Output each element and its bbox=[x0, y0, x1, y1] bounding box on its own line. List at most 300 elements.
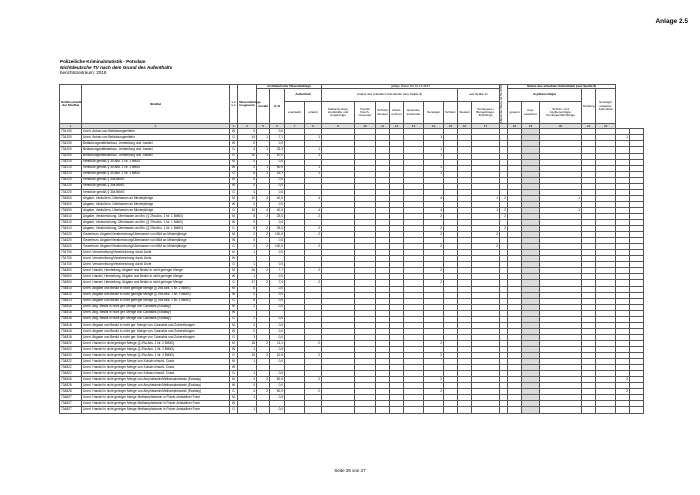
column-number: 19 bbox=[522, 124, 540, 129]
row-value: 2 bbox=[424, 232, 444, 238]
row-key: 734100 bbox=[60, 135, 82, 141]
row-value: 26 bbox=[238, 268, 257, 274]
row-sex: M bbox=[230, 340, 238, 346]
row-sex: G bbox=[230, 244, 238, 250]
col-header-from2018 bbox=[500, 85, 508, 124]
row-value: 1 bbox=[238, 359, 257, 365]
row-offense: Unerl. Handel, Herstellung, Abgabe und Besitz in nicht geringer Menge bbox=[82, 274, 230, 280]
row-offense: Verstöße gemäß § 30 Abs. 1 Nr. 1 BtMG bbox=[82, 159, 230, 165]
row-offense: Unerl. Anbau von Betäubungsmitteln bbox=[82, 129, 230, 135]
column-number: 4 bbox=[238, 124, 257, 129]
row-value: 1 bbox=[238, 347, 257, 353]
row-value bbox=[390, 407, 404, 413]
row-sex: G bbox=[230, 147, 238, 153]
row-value: 2 bbox=[472, 244, 500, 250]
row-value: 2 bbox=[616, 377, 630, 383]
row-value bbox=[424, 407, 444, 413]
row-offense: Unerl. Abgabe und Besitz in nicht geringer Menge (§ 29a Abs. 1 Nr. 2 BtMG) bbox=[82, 286, 230, 292]
row-offense: Unerl. Abgabe und Besitz in nicht ger. Menge von Cannabis und Zubereitungen bbox=[82, 334, 230, 340]
col-header-trader: Gewerbe-treibender bbox=[404, 101, 424, 123]
table-body bbox=[60, 129, 644, 413]
row-value: 0,0 bbox=[270, 129, 285, 135]
row-key: 734818 bbox=[60, 322, 82, 328]
row-offense: Unerl. Handel in nicht geringer Menge (§ 29a Abs. 1 Nr. 2 BtMG) bbox=[82, 353, 230, 359]
row-value: 2 bbox=[305, 340, 322, 346]
row-sex: W bbox=[230, 141, 238, 147]
row-sex: G bbox=[230, 207, 238, 213]
row-offense: Unerl. Handel in nicht geringer Menge von Amphetamin/Methamphetamin (Ecstasy) bbox=[82, 377, 230, 383]
row-value: 1 bbox=[238, 274, 257, 280]
col-header-residence: Aufenthalt bbox=[285, 89, 322, 102]
row-sex: W bbox=[230, 274, 238, 280]
row-key: 734500 bbox=[60, 207, 82, 213]
row-value: 25,0 bbox=[270, 226, 285, 232]
row-key: 734220 bbox=[60, 177, 82, 183]
row-sex: W bbox=[230, 347, 238, 353]
from2018-text: Ablauf der Werte ab 01.2018 bbox=[499, 85, 504, 124]
row-value: 4 bbox=[257, 195, 270, 201]
row-value: 2 bbox=[500, 213, 508, 219]
row-key: 734822 bbox=[60, 365, 82, 371]
row-sex: W bbox=[230, 401, 238, 407]
row-value: 2 bbox=[257, 213, 270, 219]
row-value: 4 bbox=[238, 177, 257, 183]
row-value: 2 bbox=[305, 377, 322, 383]
row-value: 6 bbox=[238, 286, 257, 292]
row-key: 734810 bbox=[60, 286, 82, 292]
row-value: 1 bbox=[257, 135, 270, 141]
row-value: 1 bbox=[305, 153, 322, 159]
row-value bbox=[582, 407, 596, 413]
row-value: 2 bbox=[238, 322, 257, 328]
row-sex: W bbox=[230, 129, 238, 135]
row-value: 0,0 bbox=[270, 238, 285, 244]
row-offense: Abgabe, Verabreichung, Überlassen an Min. (§ 29a Abs. 1 Nr. 1 BtMG) bbox=[82, 226, 230, 232]
row-offense: Unerl. Anbau von Betäubungsmitteln bbox=[82, 135, 230, 141]
col-header-percent: in % bbox=[270, 89, 285, 124]
row-value: 4 bbox=[424, 207, 444, 213]
row-value bbox=[322, 407, 355, 413]
row-value: 0,0 bbox=[270, 189, 285, 195]
row-sex: G bbox=[230, 334, 238, 340]
row-value: 6 bbox=[238, 298, 257, 304]
row-key: 734826 bbox=[60, 377, 82, 383]
column-number: 1 bbox=[60, 124, 82, 129]
row-value: 4 bbox=[257, 207, 270, 213]
table-header bbox=[60, 85, 644, 124]
row-value: 2 bbox=[257, 353, 270, 359]
row-value: 40,0 bbox=[270, 207, 285, 213]
row-key: 734200 bbox=[60, 147, 82, 153]
col-header-reason: Anlass des erlaubten Aufenthalts (aus Spalte 8) bbox=[322, 89, 458, 102]
row-key: 734510 bbox=[60, 220, 82, 226]
col-header-asylum-seeker: Asyl-bewerber bbox=[522, 101, 540, 123]
row-value bbox=[508, 407, 522, 413]
col-header-svvv: s v v v bbox=[230, 85, 238, 124]
row-value: 7,7 bbox=[270, 268, 285, 274]
row-value: 1 bbox=[238, 395, 257, 401]
row-offense: Unerl. Abgabe und Besitz in nicht ger. Menge von Cannabis und Zubereitungen bbox=[82, 328, 230, 334]
row-key: 734520 bbox=[60, 238, 82, 244]
row-value: 1 bbox=[424, 171, 444, 177]
col-header-total: Tatverdächtige insgesamt bbox=[238, 85, 257, 124]
row-value: 2 bbox=[238, 304, 257, 310]
col-header-legal: erlaubt bbox=[305, 101, 322, 123]
row-value: 2 bbox=[257, 389, 270, 395]
col-header-tourist: Tourist/ Durch-reisender bbox=[355, 101, 376, 123]
col-header-from-col11: aus Spalte 11 bbox=[458, 89, 500, 102]
row-offense: Unerl. Abgabe und Besitz in nicht geringer Menge (§ 29a Abs. 1 Nr. 2 BtMG) bbox=[82, 292, 230, 298]
row-value: 0,0 bbox=[270, 371, 285, 377]
row-sex: W bbox=[230, 165, 238, 171]
row-value: 2 bbox=[305, 280, 322, 286]
col-header-pupil: Schüler bbox=[444, 101, 458, 123]
row-value: 4 bbox=[305, 207, 322, 213]
row-value: 1 bbox=[238, 371, 257, 377]
row-value: 3 bbox=[238, 147, 257, 153]
col-header-count: Anzahl bbox=[257, 89, 270, 124]
row-value: 2 bbox=[257, 268, 270, 274]
row-value bbox=[355, 407, 376, 413]
row-value: 2 bbox=[257, 226, 270, 232]
row-sex: G bbox=[230, 389, 238, 395]
row-value: 2 bbox=[257, 280, 270, 286]
row-value: 25,0 bbox=[270, 213, 285, 219]
report-period: berichtszeitraum: 2019 bbox=[60, 70, 107, 76]
row-offense: Unerl. Handel, Herstellung, Abgabe und Besitz in nicht geringer Menge bbox=[82, 268, 230, 274]
col-header-offense: Straftat bbox=[82, 85, 230, 124]
row-value: 0,0 bbox=[270, 274, 285, 280]
row-value bbox=[500, 407, 508, 413]
row-value: 7,1 bbox=[270, 135, 285, 141]
row-value: 4 bbox=[238, 159, 257, 165]
row-key: 734200 bbox=[60, 141, 82, 147]
col-header-asylum-total: gesamt bbox=[508, 101, 522, 123]
column-number: 2 bbox=[82, 124, 230, 129]
row-value: 1 bbox=[472, 195, 500, 201]
row-value: 4 bbox=[424, 195, 444, 201]
row-value: 0,0 bbox=[270, 395, 285, 401]
row-value bbox=[305, 407, 322, 413]
row-value: 2 bbox=[257, 232, 270, 238]
row-value: 0,0 bbox=[270, 262, 285, 268]
row-value: 2 bbox=[424, 226, 444, 232]
row-sex: M bbox=[230, 232, 238, 238]
column-number: 3 bbox=[230, 124, 238, 129]
row-value: 1 bbox=[540, 195, 582, 201]
row-offense: Gewerbsm. Abgabe/Verabreichung/Überlassen von BtM an Minderjährige bbox=[82, 232, 230, 238]
row-value: 10 bbox=[238, 153, 257, 159]
statistics-table bbox=[59, 84, 644, 414]
row-sex: W bbox=[230, 328, 238, 334]
row-value: 0 bbox=[238, 238, 257, 244]
row-value: 33,3 bbox=[270, 147, 285, 153]
row-value: 10 bbox=[238, 195, 257, 201]
row-value: 2 bbox=[424, 244, 444, 250]
row-value: 1 bbox=[540, 207, 582, 213]
row-value: 1 bbox=[305, 135, 322, 141]
row-value: 0,0 bbox=[270, 183, 285, 189]
row-offense: Unerl. Abgabe und Besitz in nicht geringer Menge (§ 29a Abs. 1 Nr. 2 BtMG) bbox=[82, 298, 230, 304]
row-sex: M bbox=[230, 286, 238, 292]
row-value: 1 bbox=[305, 171, 322, 177]
row-sex: G bbox=[230, 262, 238, 268]
row-key: 734827 bbox=[60, 407, 82, 413]
column-number: 14 bbox=[424, 124, 444, 129]
row-value: 2 bbox=[305, 353, 322, 359]
column-number: 9 bbox=[322, 124, 355, 129]
report-title: Polizeiliche Kriminalstatistik - Potsdam bbox=[60, 59, 146, 64]
row-value: 7,4 bbox=[270, 280, 285, 286]
row-value bbox=[596, 407, 616, 413]
row-value: 0,0 bbox=[270, 159, 285, 165]
row-value: 2 bbox=[472, 232, 500, 238]
row-key: 734500 bbox=[60, 195, 82, 201]
row-value: 10 bbox=[238, 207, 257, 213]
row-value: 3 bbox=[238, 334, 257, 340]
row-sex: M bbox=[230, 359, 238, 365]
row-value: 4 bbox=[305, 195, 322, 201]
row-value bbox=[257, 407, 270, 413]
column-number: 11 bbox=[376, 124, 390, 129]
row-offense: Verstöße gemäß § 30 Abs. 1 Nr. 1 BtMG bbox=[82, 165, 230, 171]
report-subtitle: Nichtdeutsche TV nach dem Grund des Aufenthalts bbox=[60, 64, 173, 70]
row-offense: Unerl. Handel in nicht geringer Menge Methamphetamin in Pulver-/kristalliner Form bbox=[82, 395, 230, 401]
row-offense: Verstöße gemäß § 30a BtMG bbox=[82, 177, 230, 183]
column-number: 16 bbox=[458, 124, 472, 129]
row-sex: G bbox=[230, 371, 238, 377]
row-value bbox=[630, 407, 644, 413]
row-key: 734822 bbox=[60, 371, 82, 377]
row-value: 2 bbox=[305, 268, 322, 274]
col-header-student: Student bbox=[458, 101, 472, 123]
row-value: 0,0 bbox=[270, 359, 285, 365]
row-value bbox=[444, 407, 458, 413]
row-value: 1 bbox=[257, 153, 270, 159]
row-value: 1 bbox=[257, 165, 270, 171]
row-offense: Abgabe, Veräußern, Überlassen an Minderjährige bbox=[82, 195, 230, 201]
row-offense: Unerl. Handel in nicht geringer Menge (§ 29a Abs. 1 Nr. 2 BtMG) bbox=[82, 347, 230, 353]
row-key: 734826 bbox=[60, 383, 82, 389]
row-value: 1 bbox=[424, 153, 444, 159]
row-value: 10,5 bbox=[270, 353, 285, 359]
appendix-label: Anlage 2.5 bbox=[655, 18, 688, 25]
row-value bbox=[540, 407, 582, 413]
row-sex: M bbox=[230, 377, 238, 383]
row-offense: Abgabe, Verabreichung, Überlassen an Min. (§ 29a Abs. 1 Nr. 1 BtMG) bbox=[82, 213, 230, 219]
row-value: 0,0 bbox=[270, 407, 285, 413]
report-heading bbox=[60, 59, 172, 76]
column-number: 12 bbox=[390, 124, 404, 129]
row-value: 27 bbox=[238, 280, 257, 286]
row-offense: Unerl. Verschreibung/Verabreichung durch Ärzte bbox=[82, 250, 230, 256]
row-sex: G bbox=[230, 226, 238, 232]
column-number: 8 bbox=[305, 124, 322, 129]
row-value: 2 bbox=[238, 232, 257, 238]
row-value: 8 bbox=[238, 213, 257, 219]
separator-cell bbox=[522, 407, 540, 413]
row-value: 1 bbox=[257, 171, 270, 177]
row-sex: G bbox=[230, 407, 238, 413]
row-value: 0,0 bbox=[270, 347, 285, 353]
row-value: 1 bbox=[305, 147, 322, 153]
row-sex: W bbox=[230, 238, 238, 244]
row-sex: M bbox=[230, 268, 238, 274]
row-value: 2 bbox=[305, 232, 322, 238]
row-offense: Unerl. Handel in nicht geringer Menge Methamphetamin in Pulver-/kristalliner Form bbox=[82, 407, 230, 413]
row-value: 2 bbox=[238, 316, 257, 322]
row-key: 734810 bbox=[60, 292, 82, 298]
row-sex: W bbox=[230, 365, 238, 371]
row-key: 734822 bbox=[60, 359, 82, 365]
row-value bbox=[458, 407, 472, 413]
row-key: 734800 bbox=[60, 268, 82, 274]
row-value: 6 bbox=[238, 171, 257, 177]
row-value: 4 bbox=[238, 377, 257, 383]
row-value: 0,0 bbox=[270, 328, 285, 334]
row-key: 734210 bbox=[60, 159, 82, 165]
row-sex: M bbox=[230, 322, 238, 328]
col-header-other-legal: Sonstiger erlaubter Aufenthalt bbox=[596, 89, 616, 124]
row-key: 734100 bbox=[60, 129, 82, 135]
row-sex: M bbox=[230, 159, 238, 165]
col-header-valid: gültige Werte bis 31.12.2017 bbox=[322, 85, 500, 89]
row-key: 734800 bbox=[60, 274, 82, 280]
row-offense: Betäubungsmittelanbau, -herstellung und -handel bbox=[82, 141, 230, 147]
table-row bbox=[60, 407, 644, 413]
row-value: 14 bbox=[238, 135, 257, 141]
col-header-foreign: nichtdeutsche Tatverdächtige bbox=[257, 85, 322, 89]
row-value: 4 bbox=[238, 189, 257, 195]
row-offense: Unerl. Abg. Besitz in nicht ger. Menge von Cannabis (Ecstasy) bbox=[82, 316, 230, 322]
row-offense: Unerl. Handel, Herstellung, Abgabe und Besitz in nicht geringer Menge bbox=[82, 280, 230, 286]
row-value: 1 bbox=[238, 250, 257, 256]
column-number: 5 bbox=[257, 124, 270, 129]
row-value: 10,0 bbox=[270, 153, 285, 159]
row-offense: Unerl. Handel in nicht geringer Menge von Kokain einschl. Crack bbox=[82, 365, 230, 371]
row-key: 734210 bbox=[60, 165, 82, 171]
row-value: 50,0 bbox=[270, 389, 285, 395]
row-value: 0,0 bbox=[270, 220, 285, 226]
row-value: 1 bbox=[424, 135, 444, 141]
row-offense: Verstöße gemäß § 30a BtMG bbox=[82, 183, 230, 189]
row-sex: W bbox=[230, 310, 238, 316]
row-value: 0,0 bbox=[270, 334, 285, 340]
row-value: 0,0 bbox=[270, 250, 285, 256]
row-offense: Abgabe, Veräußern, Überlassen an Minderjährige bbox=[82, 207, 230, 213]
row-value bbox=[616, 407, 630, 413]
row-value: 2 bbox=[257, 340, 270, 346]
col-header-pupil-student: Schüler/ Student bbox=[376, 101, 390, 123]
row-offense: Unerl. Handel in nicht geringer Menge von Kokain einschl. Crack bbox=[82, 371, 230, 377]
col-header-tolerated: Duldung bbox=[582, 89, 596, 124]
column-number: 13 bbox=[404, 124, 424, 129]
col-header-other: Sonstiger bbox=[424, 101, 444, 123]
col-header-stationed: Stationierungs-streitkräfte und Angehörige bbox=[322, 101, 355, 123]
row-value: 2 bbox=[424, 280, 444, 286]
row-sex: G bbox=[230, 298, 238, 304]
row-offense: Unerl. Verschreibung/Verabreichung durch Ärzte bbox=[82, 262, 230, 268]
row-value: 0 bbox=[238, 292, 257, 298]
row-value: 2 bbox=[500, 195, 508, 201]
row-value: 0,0 bbox=[270, 322, 285, 328]
row-offense: Unerl. Handel in nicht geringer Menge von Amphetamin/Methamphetamin (Ecstasy) bbox=[82, 389, 230, 395]
row-key: 734827 bbox=[60, 395, 82, 401]
col-header-refugee: Kontingent-/ Bürgerkriegs-flüchtlinge bbox=[472, 101, 500, 123]
row-value: 0,0 bbox=[270, 292, 285, 298]
row-value: 2 bbox=[500, 207, 508, 213]
column-number: 21 bbox=[582, 124, 596, 129]
row-value: 0,0 bbox=[270, 383, 285, 389]
row-value: 0,0 bbox=[270, 304, 285, 310]
column-number: 6 bbox=[270, 124, 285, 129]
row-offense: Unerl. Handel in nicht geringer Menge von Amphetamin/Methamphetamin (Ecstasy) bbox=[82, 383, 230, 389]
col-header-asylum: Asylberechtigte bbox=[508, 89, 582, 102]
row-value: 1 bbox=[424, 147, 444, 153]
row-value: 2 bbox=[305, 226, 322, 232]
row-sex: W bbox=[230, 383, 238, 389]
column-number: 17 bbox=[472, 124, 500, 129]
row-offense: Unerl. Abg. Besitz in nicht ger. Menge von Cannabis (Ecstasy) bbox=[82, 304, 230, 310]
row-sex: M bbox=[230, 213, 238, 219]
row-key: 734700 bbox=[60, 262, 82, 268]
row-sex: M bbox=[230, 177, 238, 183]
row-value: 2 bbox=[424, 377, 444, 383]
row-value bbox=[404, 407, 424, 413]
column-number: 10 bbox=[355, 124, 376, 129]
row-sex: M bbox=[230, 395, 238, 401]
page-footer: Seite 26 von 27 bbox=[334, 468, 366, 473]
row-value: 0 bbox=[238, 201, 257, 207]
row-key: 734200 bbox=[60, 153, 82, 159]
row-sex: W bbox=[230, 256, 238, 262]
row-key: 734520 bbox=[60, 244, 82, 250]
row-sex: G bbox=[230, 153, 238, 159]
row-sex: G bbox=[230, 316, 238, 322]
row-offense: Abgabe, Veräußern, Überlassen an Minderjährige bbox=[82, 201, 230, 207]
row-value: 0 bbox=[238, 129, 257, 135]
row-key: 734826 bbox=[60, 389, 82, 395]
row-value: 2 bbox=[424, 268, 444, 274]
row-value: 2 bbox=[257, 244, 270, 250]
row-value: 1 bbox=[472, 207, 500, 213]
column-number: 22 bbox=[596, 124, 616, 129]
row-key: 734510 bbox=[60, 226, 82, 232]
row-value: 0,0 bbox=[270, 316, 285, 322]
row-value: 0 bbox=[238, 328, 257, 334]
row-value: 19 bbox=[238, 353, 257, 359]
row-value: 2 bbox=[305, 213, 322, 219]
row-value: 2 bbox=[424, 340, 444, 346]
row-sex: W bbox=[230, 292, 238, 298]
row-key: 734700 bbox=[60, 250, 82, 256]
row-value: 1 bbox=[616, 135, 630, 141]
col-header-employee: Arbeit-nehmer bbox=[390, 101, 404, 123]
row-sex: W bbox=[230, 183, 238, 189]
row-key: 734816 bbox=[60, 316, 82, 322]
row-value: 2 bbox=[238, 165, 257, 171]
row-sex: W bbox=[230, 220, 238, 226]
row-value: 2 bbox=[257, 377, 270, 383]
col-header-key: Schlüsselzahl der Straftat bbox=[60, 85, 82, 124]
row-sex: W bbox=[230, 201, 238, 207]
row-offense: Unerl. Verschreibung/Verabreichung durch Ärzte bbox=[82, 256, 230, 262]
row-key: 734820 bbox=[60, 353, 82, 359]
row-key: 734810 bbox=[60, 298, 82, 304]
row-key: 734510 bbox=[60, 213, 82, 219]
row-offense: Unerl. Handel in nicht geringer Menge Methamphetamin in Pulver-/kristalliner Form bbox=[82, 401, 230, 407]
row-value: 0,0 bbox=[270, 201, 285, 207]
